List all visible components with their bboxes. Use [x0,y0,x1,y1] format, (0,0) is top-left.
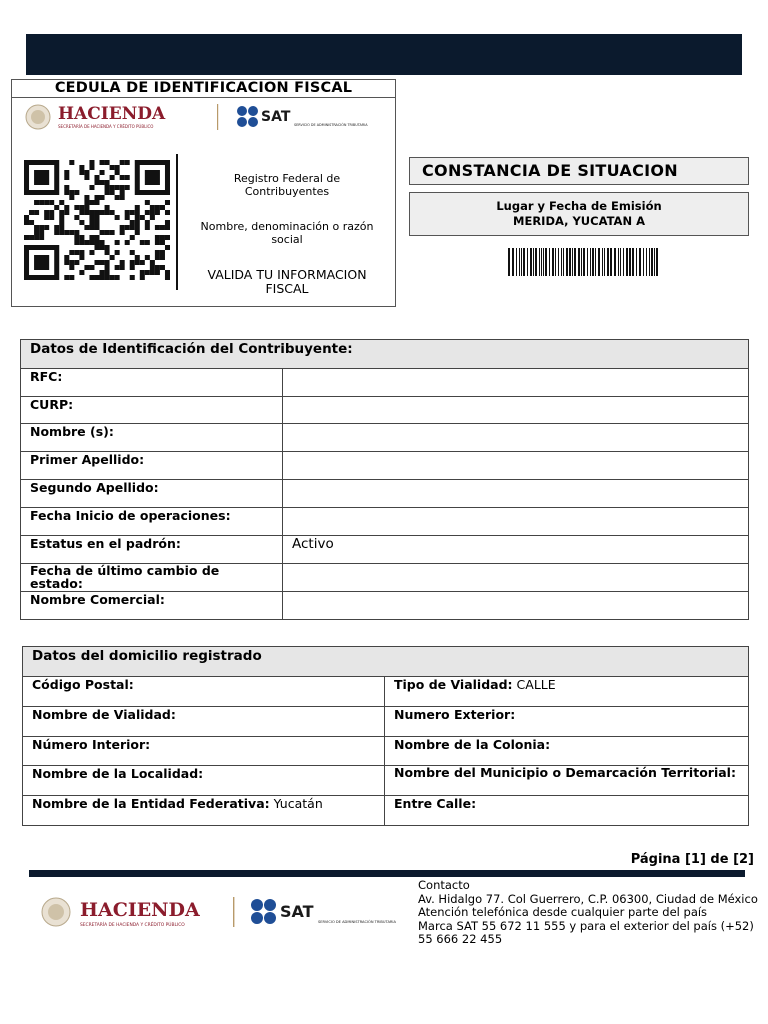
estatus-label: Estatus en el padrón: [21,536,283,564]
tipo-vialidad-label: Tipo de Vialidad: [394,677,513,692]
numero-interior-label: Número Interior: [32,737,151,752]
sat-sub: SERVICIO DE ADMINISTRACIÓN TRIBUTARIA [294,123,368,127]
identificacion-table [20,339,749,620]
codigo-postal-label: Código Postal: [32,677,134,692]
hacienda-sub: SECRETARÍA DE HACIENDA Y CRÉDITO PÚBLICO [58,124,154,129]
barcode-icon [508,248,660,276]
logos-header [24,102,384,132]
identificacion-header: Datos de Identificación del Contribuyente: [21,340,749,369]
hacienda-logo: HACIENDA [58,104,166,124]
mexico-seal-icon [26,105,50,129]
nombre-value [283,424,749,452]
tipo-vialidad-value: CALLE [516,677,556,692]
contacto-address: Av. Hidalgo 77. Col Guerrero, C.P. 06300, Ciudad de México [418,891,758,906]
contacto-block [418,879,758,947]
numero-exterior-label: Numero Exterior: [394,707,516,722]
fecha-cambio-label: Fecha de último cambio de estado: [21,564,283,592]
segundo-apellido-value [283,480,749,508]
nombre-label: Nombre, denominación o razón social [200,220,374,246]
entre-calle-label: Entre Calle: [394,796,477,811]
segundo-apellido-label: Segundo Apellido: [21,480,283,508]
contacto-phone: Marca SAT 55 672 11 555 y para el exterior del país (+52) 55 666 22 455 [418,918,754,947]
nombre-comercial-value [283,592,749,620]
domicilio-header: Datos del domicilio registrado [23,647,749,677]
lugar-label: Lugar y Fecha de Emisión [496,199,662,213]
qr-code-icon [24,160,170,280]
entidad-value: Yucatán [273,796,323,811]
nombre-vialidad-label: Nombre de Vialidad: [32,707,176,722]
registro-label: Registro Federal de Contribuyentes [233,172,341,198]
hacienda-logo: HACIENDA [80,899,200,921]
domicilio-table [22,646,749,826]
estatus-value: Activo [283,536,749,564]
localidad-label: Nombre de la Localidad: [32,766,204,781]
qr-divider [176,154,178,290]
hacienda-sub: SECRETARÍA DE HACIENDA Y CRÉDITO PÚBLICO [80,923,185,928]
fecha-inicio-value [283,508,749,536]
nombre-comercial-label: Nombre Comercial: [21,592,283,620]
sat-logo: SAT [261,109,291,125]
rfc-value [283,369,749,397]
municipio-label: Nombre del Municipio o Demarcación Territorial: [394,765,736,780]
lugar-fecha-box [409,192,749,236]
sat-logo: SAT [280,902,314,921]
page-number: Página [1] de [2] [630,852,754,867]
rfc-label: RFC: [21,369,283,397]
valida-label: VALIDA TU INFORMACION FISCAL [207,267,367,296]
fecha-inicio-label: Fecha Inicio de operaciones: [21,508,283,536]
colonia-label: Nombre de la Colonia: [394,737,551,752]
contacto-title: Contacto [418,878,470,892]
primer-apellido-value [283,452,749,480]
header-bar [26,34,742,75]
sat-sub: SERVICIO DE ADMINISTRACIÓN TRIBUTARIA [318,920,396,924]
sat-dots-icon [237,106,258,127]
cedula-title: CEDULA DE IDENTIFICACION FISCAL [12,80,395,98]
lugar-value: MERIDA, YUCATAN A [513,214,645,228]
cedula-box [11,79,396,307]
nombre-label: Nombre (s): [21,424,283,452]
sat-dots-icon [251,899,276,924]
curp-value [283,397,749,424]
footer-bar [29,870,745,877]
primer-apellido-label: Primer Apellido: [21,452,283,480]
entidad-label: Nombre de la Entidad Federativa: [32,796,270,811]
constancia-title: CONSTANCIA DE SITUACION [409,157,749,185]
contacto-phone-intro: Atención telefónica desde cualquier parte del país [418,905,708,920]
mexico-seal-icon [42,898,70,926]
curp-label: CURP: [21,397,283,424]
logos-footer [38,895,398,929]
fecha-cambio-value [283,564,749,592]
